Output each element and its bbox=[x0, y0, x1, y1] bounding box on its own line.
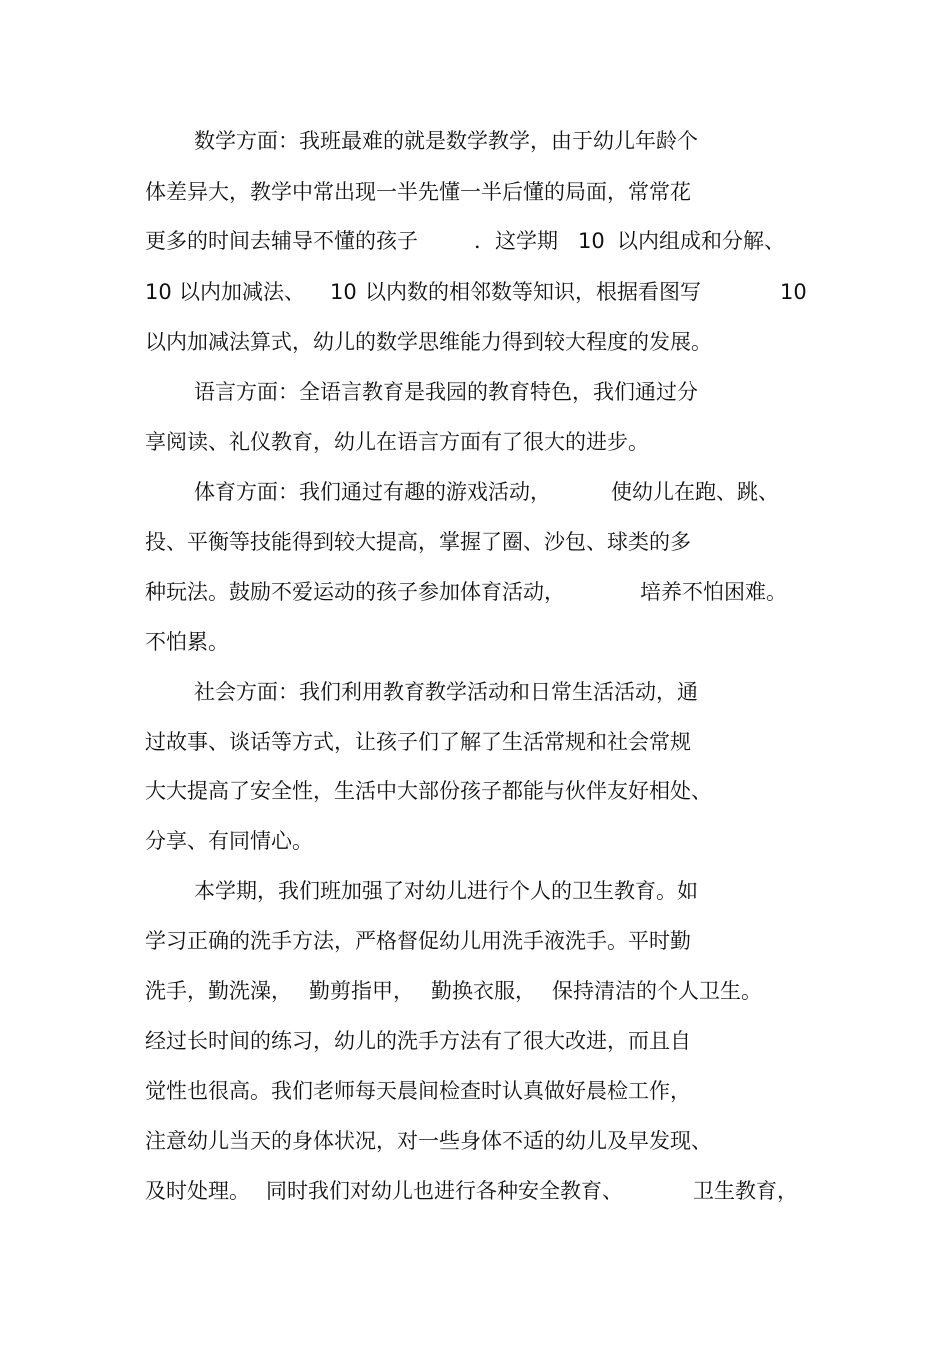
text-segment: 不怕累。 bbox=[145, 630, 229, 654]
text-segment: 社会方面：我们利用教育教学活动和日常生活活动，通 bbox=[194, 680, 698, 704]
text-line bbox=[0, 177, 691, 207]
text-segment: 学习正确的洗手方法，严格督促幼儿用洗手液洗手。平时勤 bbox=[145, 929, 691, 953]
number-text: 10 bbox=[780, 280, 807, 304]
text-segment: 分享、有同情心。 bbox=[145, 829, 313, 853]
text-segment: 投、平衡等技能得到较大提高，掌握了圈、沙包、球类的多 bbox=[145, 530, 691, 554]
text-segment: 体育方面：我们通过有趣的游戏活动， bbox=[194, 480, 551, 504]
text-segment: 洗手，勤洗澡， bbox=[145, 979, 292, 1003]
text-line bbox=[0, 1026, 691, 1056]
text-segment: 使幼儿在跑、跳、 bbox=[611, 480, 779, 504]
text-line bbox=[0, 126, 698, 156]
text-segment: 以内数的相邻数等知识，根据看图写 bbox=[365, 280, 701, 304]
text-segment: 及时处理。 bbox=[145, 1179, 250, 1203]
text-segment: 勤剪指甲， bbox=[309, 979, 414, 1003]
text-segment: 数学方面：我班最难的就是数学教学，由于幼儿年龄个 bbox=[194, 129, 698, 153]
text-line bbox=[0, 577, 787, 607]
text-segment: 觉性也很高。我们老师每天晨间检查时认真做好晨检工作， bbox=[145, 1079, 691, 1103]
text-segment: 过故事、谈话等方式，让孩子们了解了生活常规和社会常规 bbox=[145, 730, 691, 754]
text-segment: 以内加减法、 bbox=[179, 280, 305, 304]
text-line bbox=[0, 876, 698, 906]
text-line bbox=[0, 226, 785, 256]
text-line bbox=[0, 1176, 798, 1206]
text-segment: 勤换衣服， bbox=[431, 979, 536, 1003]
text-segment: 享阅读、礼仪教育，幼儿在语言方面有了很大的进步。 bbox=[145, 430, 649, 454]
text-segment: ．这学期 bbox=[474, 229, 558, 253]
text-segment: 卫生教育， bbox=[693, 1179, 798, 1203]
text-segment: 经过长时间的练习，幼儿的洗手方法有了很大改进，而且自 bbox=[145, 1029, 691, 1053]
text-line bbox=[0, 976, 762, 1006]
text-segment: 以内加减法算式，幼儿的数学思维能力得到较大程度的发展。 bbox=[145, 330, 712, 354]
text-segment: 本学期，我们班加强了对幼儿进行个人的卫生教育。如 bbox=[194, 879, 698, 903]
text-segment: 大大提高了安全性，生活中大部份孩子都能与伙伴友好相处、 bbox=[145, 779, 712, 803]
text-segment: 培养不怕困难。 bbox=[640, 580, 787, 604]
text-line bbox=[0, 926, 691, 956]
number-text: 10 bbox=[578, 229, 605, 253]
text-segment: 以内组成和分解、 bbox=[617, 229, 785, 253]
number-text: 10 bbox=[330, 280, 357, 304]
text-line bbox=[0, 627, 229, 657]
text-segment: 同时我们对幼儿也进行各种安全教育、 bbox=[266, 1179, 623, 1203]
text-segment: 种玩法。鼓励不爱运动的孩子参加体育活动， bbox=[145, 580, 565, 604]
text-line bbox=[0, 1126, 712, 1156]
text-line bbox=[0, 727, 691, 757]
number-text: 10 bbox=[145, 280, 172, 304]
text-line bbox=[0, 277, 807, 307]
text-line bbox=[0, 527, 691, 557]
text-line bbox=[0, 477, 779, 507]
text-segment: 体差异大，教学中常出现一半先懂一半后懂的局面，常常花 bbox=[145, 180, 691, 204]
text-segment: 更多的时间去辅导不懂的孩子 bbox=[145, 229, 418, 253]
text-line bbox=[0, 327, 712, 357]
text-segment: 保持清洁的个人卫生。 bbox=[552, 979, 762, 1003]
text-line bbox=[0, 776, 712, 806]
text-segment: 语言方面：全语言教育是我园的教育特色，我们通过分 bbox=[194, 380, 698, 404]
text-line bbox=[0, 427, 649, 457]
text-line bbox=[0, 1076, 691, 1106]
text-line bbox=[0, 677, 698, 707]
text-line bbox=[0, 826, 313, 856]
text-segment: 注意幼儿当天的身体状况，对一些身体不适的幼儿及早发现、 bbox=[145, 1129, 712, 1153]
text-line bbox=[0, 377, 698, 407]
